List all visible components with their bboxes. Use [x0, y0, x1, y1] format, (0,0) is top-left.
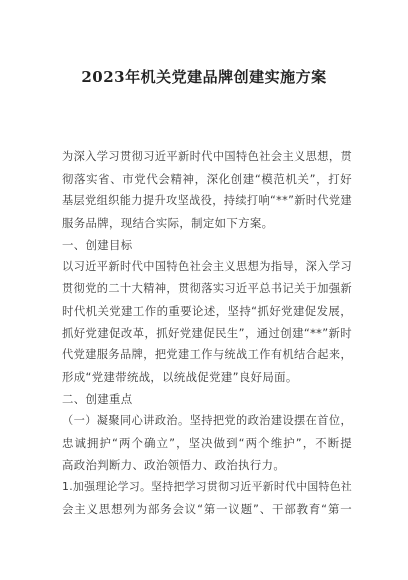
paragraph-line: 服务品牌，现结合实际，制定如下方案。	[62, 216, 274, 230]
paragraph-line: 忠诚拥护“两个确立”，坚决做到“两个维护”，不断提	[62, 436, 352, 450]
paragraph-line: 形成“党建带统战，以统战促党建”良好局面。	[62, 370, 298, 384]
paragraph-line: 抓好党建促改革，抓好党建促民生”，通过创建“**”新时	[62, 326, 352, 340]
section-heading: 二、创建重点	[62, 392, 133, 406]
paragraph-line: 以习近平新时代中国特色社会主义思想为指导，深入学习	[62, 260, 352, 273]
paragraph-line: 高政治判断力、政治领悟力、政治执行力。	[62, 458, 286, 472]
paragraph-line: 贯彻党的二十大精神，贯彻落实习近平总书记关于加强新	[62, 282, 352, 295]
paragraph-line: 为深入学习贯彻习近平新时代中国特色社会主义思想，贯	[62, 150, 352, 163]
paragraph-line: 1.加强理论学习。坚持把学习贯彻习近平新时代中国特色社	[62, 480, 352, 493]
document-title: 2023年机关党建品牌创建实施方案	[81, 68, 327, 86]
paragraph-line: 彻落实省、市党代会精神，深化创建“模范机关”，打好	[62, 172, 352, 186]
section-heading: 一、创建目标	[62, 238, 133, 252]
paragraph-line: 时代机关党建工作的重要论述，坚持“抓好党建促发展，	[62, 304, 352, 318]
paragraph-line: 代党建服务品牌，把党建工作与统战工作有机结合起来，	[62, 348, 352, 361]
paragraph-line: （一）凝聚同心讲政治。坚持把党的政治建设摆在首位，	[62, 414, 352, 427]
paragraph-line: 会主义思想列为部务会议“第一议题”、干部教育“第一	[62, 502, 352, 516]
paragraph-line: 基层党组织能力提升攻坚战役，持续打响“**”新时代党建	[62, 194, 352, 207]
